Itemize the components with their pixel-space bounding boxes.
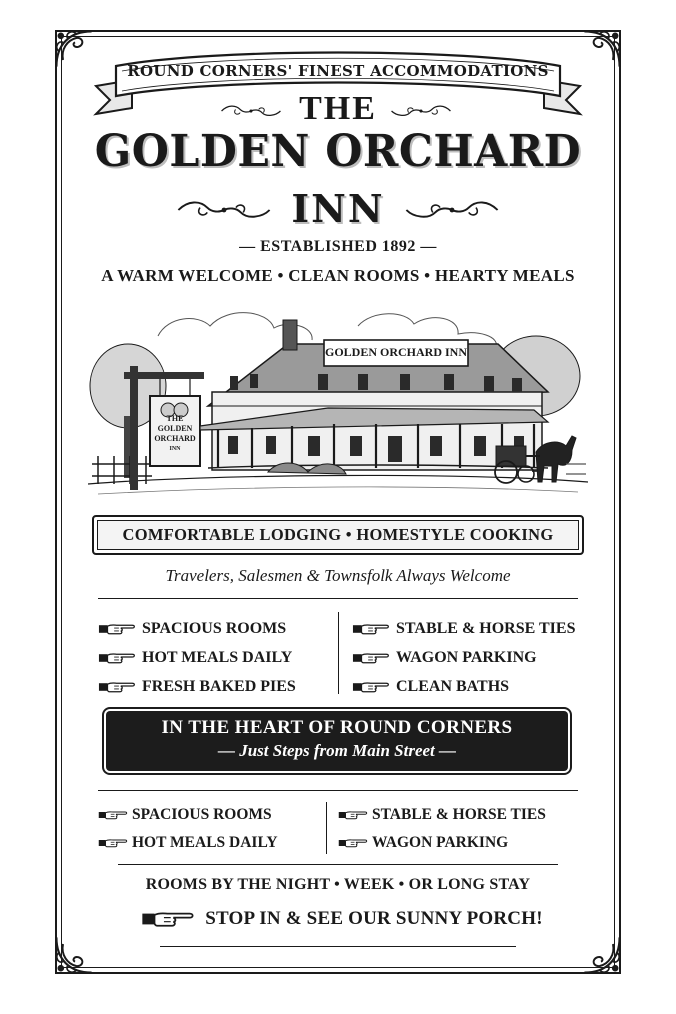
title-the: THE [299,90,377,127]
porch-callout [112,908,572,930]
hanging-sign-text [150,414,200,454]
welcome-line: Travelers, Salesmen & Townsfolk Always Welcome [165,566,511,585]
location-subline: — Just Steps from Main Street — [217,741,457,760]
pointing-hand-icon [338,837,368,849]
established-line: — ESTABLISHED 1892 — [239,238,437,255]
hanging-sign-line: GOLDEN [157,424,193,433]
feature-label: SPACIOUS ROOMS [132,806,272,823]
hanging-sign-line: ORCHARD [154,434,196,443]
divider [98,598,578,599]
tagline: A WARM WELCOME • CLEAN ROOMS • HEARTY MEALS [101,266,575,285]
feature-item [98,672,328,701]
feature-label: STABLE & HORSE TIES [396,619,576,637]
feature-label: FRESH BAKED PIES [142,677,296,695]
column-divider [326,802,327,854]
feature-item [352,672,592,701]
pointing-hand-icon [98,622,136,636]
services-plaque: COMFORTABLE LODGING • HOMESTYLE COOKING [92,515,584,555]
feature-label: STABLE & HORSE TIES [372,806,546,823]
feature-item [98,801,318,829]
corner-flourish-icon [580,933,624,977]
features-bottom-left [98,801,318,857]
pointing-hand-icon [352,622,390,636]
location-headline: IN THE HEART OF ROUND CORNERS [161,717,513,738]
pointing-hand-icon [98,837,128,849]
pointing-hand-icon [352,651,390,665]
column-divider [338,612,339,694]
pointing-hand-icon [98,809,128,821]
corner-flourish-icon [52,933,96,977]
rooms-line: ROOMS BY THE NIGHT • WEEK • OR LONG STAY [145,876,531,893]
pointing-hand-icon [338,809,368,821]
feature-item [338,829,578,857]
features-right [352,614,592,701]
feature-item [352,643,592,672]
feature-item [98,829,318,857]
pointing-hand-icon [98,680,136,694]
feature-item [98,643,328,672]
pointing-hand-icon [141,909,195,929]
feature-label: CLEAN BATHS [396,677,510,695]
divider [160,946,516,947]
features-left [98,614,328,701]
feature-item [338,801,578,829]
divider [118,864,558,865]
hanging-sign-line: INN [169,446,181,452]
porch-line: STOP IN & SEE OUR SUNNY PORCH! [205,908,543,929]
building-sign-text: GOLDEN ORCHARD INN [324,345,467,359]
feature-label: HOT MEALS DAILY [132,834,278,851]
pointing-hand-icon [98,651,136,665]
banner-text: ROUND CORNERS' FINEST ACCOMMODATIONS [127,62,549,80]
inn-illustration [88,296,588,502]
feature-label: HOT MEALS DAILY [142,648,293,666]
feature-label: SPACIOUS ROOMS [142,619,287,637]
feature-item [98,614,328,643]
hanging-sign-line: THE [166,414,184,423]
pointing-hand-icon [352,680,390,694]
title-main: GOLDEN ORCHARD [94,126,582,177]
features-bottom-right [338,801,578,857]
location-panel [106,711,568,771]
feature-label: WAGON PARKING [372,834,509,851]
feature-item [352,614,592,643]
feature-label: WAGON PARKING [396,648,537,666]
divider [98,790,578,791]
title-inn: INN [291,186,385,231]
